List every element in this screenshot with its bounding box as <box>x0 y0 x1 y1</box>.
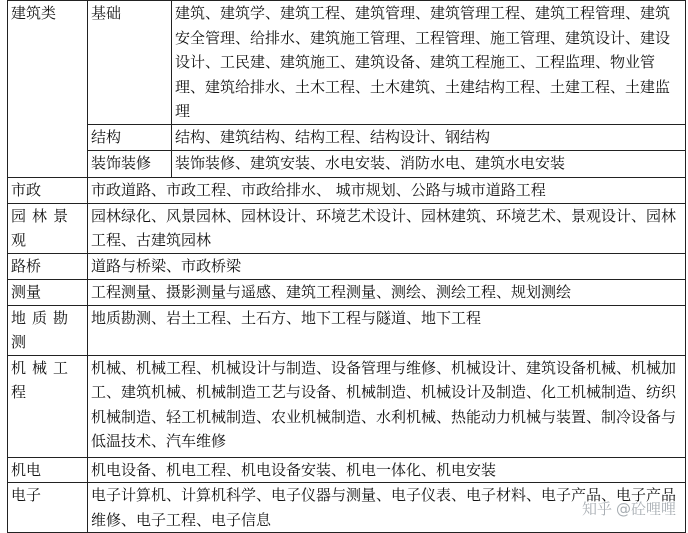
table-row <box>8 1 686 125</box>
majors-cell: 电子计算机、计算机科学、电子仪器与测量、电子仪表、电子材料、电子产品、电子产品维修、电子工程、电子信息 <box>88 483 686 533</box>
category-cell: 机电 <box>8 457 88 483</box>
category-cell: 园林景观 <box>8 203 88 253</box>
subcategory-cell: 结构 <box>88 125 172 151</box>
table-row <box>8 279 686 305</box>
category-cell: 机械工程 <box>8 355 88 457</box>
table-row <box>8 457 686 483</box>
table-row <box>8 203 686 253</box>
majors-cell: 市政道路、市政工程、市政给排水、 城市规划、公路与城市道路工程 <box>88 177 686 203</box>
table-row <box>8 355 686 457</box>
subcategory-cell: 装饰装修 <box>88 150 172 177</box>
majors-cell: 装饰装修、建筑安装、水电安装、消防水电、建筑水电安装 <box>172 150 686 177</box>
category-cell: 市政 <box>8 177 88 203</box>
watermark-brand: 知乎 <box>581 500 612 518</box>
majors-cell: 工程测量、摄影测量与遥感、建筑工程测量、测绘、测绘工程、规划测绘 <box>88 279 686 305</box>
category-cell: 建筑类 <box>8 1 88 178</box>
table-row <box>8 253 686 279</box>
majors-cell: 结构、建筑结构、结构工程、结构设计、钢结构 <box>172 125 686 151</box>
majors-cell: 机电设备、机电工程、机电设备安装、机电一体化、机电安装 <box>88 457 686 483</box>
table-row <box>8 177 686 203</box>
category-cell: 电子 <box>8 483 88 533</box>
major-classification-table <box>7 0 686 533</box>
table-row <box>8 305 686 355</box>
majors-cell: 建筑、建筑学、建筑工程、建筑管理、建筑管理工程、建筑工程管理、建筑安全管理、给排水、建筑施工管理、工程管理、施工管理、建筑设计、建设设计、工民建、建筑施工、建筑设备、建筑工程施工、工程监理、物业管理、建筑给排水、土木工程、土木建筑、土建结构工程、土建工程、土建监理 <box>172 1 686 125</box>
category-cell: 路桥 <box>8 253 88 279</box>
category-cell: 地质勘测 <box>8 305 88 355</box>
majors-cell: 地质勘测、岩土工程、土石方、地下工程与隧道、地下工程 <box>88 305 686 355</box>
category-cell: 测量 <box>8 279 88 305</box>
majors-cell: 道路与桥梁、市政桥梁 <box>88 253 686 279</box>
subcategory-cell: 基础 <box>88 1 172 125</box>
table-row <box>8 125 686 151</box>
majors-cell: 园林绿化、风景园林、园林设计、环境艺术设计、园林建筑、环境艺术、景观设计、园林工程、古建筑园林 <box>88 203 686 253</box>
watermark-author: @砼哩哩 <box>615 500 676 518</box>
table-row <box>8 150 686 177</box>
watermark <box>582 498 676 519</box>
majors-cell: 机械、机械工程、机械设计与制造、设备管理与维修、机械设计、建筑设备机械、机械加工、建筑机械、机械制造工艺与设备、机械制造、机械设计及制造、化工机械制造、纺织机械制造、轻工机械制造、农业机械制造、水利机械、热能动力机械与装置、制冷设备与低温技术、汽车维修 <box>88 355 686 457</box>
